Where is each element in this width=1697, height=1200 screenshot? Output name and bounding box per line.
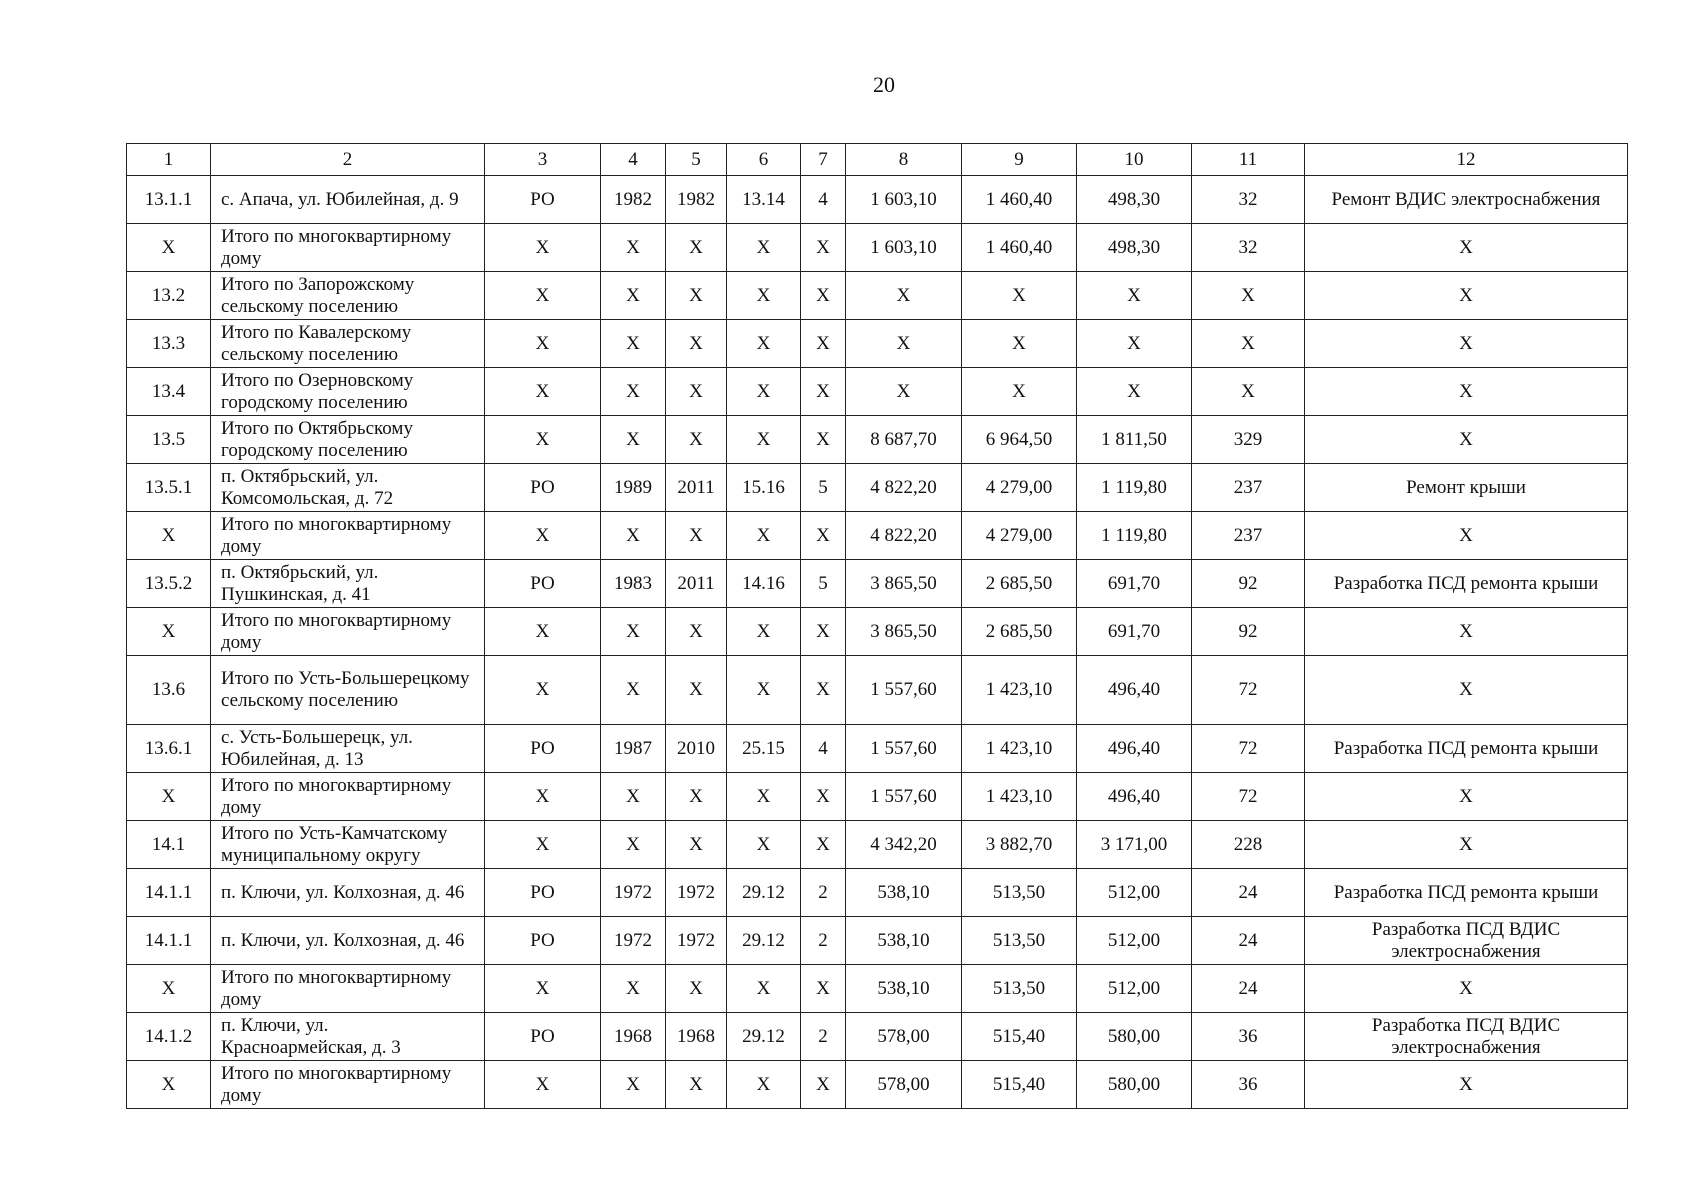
floors-cell: Х [801, 656, 846, 725]
residents-cell: 92 [1192, 608, 1305, 656]
build-year-cell: 1982 [601, 176, 666, 224]
address-cell: Итого по Усть-Камчатскому муниципальному округу [211, 821, 485, 869]
table-row [127, 416, 1628, 464]
row-number: 13.6 [127, 656, 211, 725]
owner-method-cell: Х [485, 821, 601, 869]
owner-method-cell: РО [485, 464, 601, 512]
total-area-cell: 1 557,60 [846, 773, 962, 821]
residents-cell: 32 [1192, 224, 1305, 272]
code-cell: 29.12 [727, 869, 801, 917]
row-number: 13.4 [127, 368, 211, 416]
cost-cell: 496,40 [1077, 725, 1192, 773]
residents-cell: Х [1192, 368, 1305, 416]
address-cell: Итого по Запорожскому сельскому поселению [211, 272, 485, 320]
build-year-cell: 1989 [601, 464, 666, 512]
floors-cell: Х [801, 821, 846, 869]
column-header: 11 [1192, 144, 1305, 176]
build-year-cell: 1983 [601, 560, 666, 608]
total-area-cell: 3 865,50 [846, 560, 962, 608]
column-header: 5 [666, 144, 727, 176]
cost-cell: 580,00 [1077, 1061, 1192, 1109]
cost-cell: 580,00 [1077, 1013, 1192, 1061]
table-row [127, 224, 1628, 272]
build-year-cell: Х [601, 821, 666, 869]
owner-method-cell: Х [485, 320, 601, 368]
living-area-cell: 2 685,50 [962, 608, 1077, 656]
total-area-cell: 1 603,10 [846, 224, 962, 272]
cost-cell: 1 119,80 [1077, 464, 1192, 512]
total-area-cell: 8 687,70 [846, 416, 962, 464]
residents-cell: 24 [1192, 869, 1305, 917]
owner-method-cell: РО [485, 869, 601, 917]
address-cell: Итого по многоквартирному дому [211, 224, 485, 272]
address-cell: п. Ключи, ул. Красноармейская, д. 3 [211, 1013, 485, 1061]
floors-cell: 5 [801, 560, 846, 608]
work-type-cell: Разработка ПСД ремонта крыши [1305, 869, 1628, 917]
floors-cell: Х [801, 272, 846, 320]
build-year-cell: Х [601, 608, 666, 656]
total-area-cell: 4 342,20 [846, 821, 962, 869]
owner-method-cell: РО [485, 725, 601, 773]
owner-method-cell: Х [485, 608, 601, 656]
code-cell: Х [727, 1061, 801, 1109]
column-header: 12 [1305, 144, 1628, 176]
row-number: 14.1 [127, 821, 211, 869]
table-row [127, 464, 1628, 512]
total-area-cell: 1 603,10 [846, 176, 962, 224]
residents-cell: 36 [1192, 1061, 1305, 1109]
work-type-cell: Х [1305, 512, 1628, 560]
build-year-cell: Х [601, 224, 666, 272]
residents-cell: 72 [1192, 725, 1305, 773]
floors-cell: 4 [801, 725, 846, 773]
total-area-cell: 4 822,20 [846, 464, 962, 512]
residents-cell: 36 [1192, 1013, 1305, 1061]
row-number: 13.1.1 [127, 176, 211, 224]
table-row [127, 512, 1628, 560]
row-number: Х [127, 1061, 211, 1109]
cost-cell: 496,40 [1077, 656, 1192, 725]
owner-method-cell: Х [485, 224, 601, 272]
total-area-cell: 3 865,50 [846, 608, 962, 656]
floors-cell: 2 [801, 917, 846, 965]
cost-cell: 498,30 [1077, 176, 1192, 224]
work-type-cell: Х [1305, 320, 1628, 368]
column-header: 6 [727, 144, 801, 176]
total-area-cell: 1 557,60 [846, 656, 962, 725]
total-area-cell: 1 557,60 [846, 725, 962, 773]
build-year-cell: Х [601, 368, 666, 416]
code-cell: Х [727, 224, 801, 272]
table-row [127, 272, 1628, 320]
residents-cell: Х [1192, 272, 1305, 320]
floors-cell: Х [801, 608, 846, 656]
address-cell: Итого по Кавалерскому сельскому поселению [211, 320, 485, 368]
residents-cell: 228 [1192, 821, 1305, 869]
commission-year-cell: Х [666, 416, 727, 464]
floors-cell: 2 [801, 869, 846, 917]
table-row [127, 965, 1628, 1013]
build-year-cell: Х [601, 656, 666, 725]
owner-method-cell: Х [485, 512, 601, 560]
address-cell: п. Октябрьский, ул. Пушкинская, д. 41 [211, 560, 485, 608]
floors-cell: Х [801, 224, 846, 272]
code-cell: Х [727, 608, 801, 656]
commission-year-cell: 2011 [666, 560, 727, 608]
total-area-cell: 4 822,20 [846, 512, 962, 560]
table-row [127, 869, 1628, 917]
cost-cell: 512,00 [1077, 869, 1192, 917]
cost-cell: 3 171,00 [1077, 821, 1192, 869]
cost-cell: 512,00 [1077, 917, 1192, 965]
cost-cell: 498,30 [1077, 224, 1192, 272]
commission-year-cell: Х [666, 608, 727, 656]
build-year-cell: Х [601, 1061, 666, 1109]
total-area-cell: 538,10 [846, 965, 962, 1013]
column-header: 10 [1077, 144, 1192, 176]
column-header: 2 [211, 144, 485, 176]
owner-method-cell: Х [485, 416, 601, 464]
owner-method-cell: РО [485, 1013, 601, 1061]
work-type-cell: Разработка ПСД ремонта крыши [1305, 560, 1628, 608]
commission-year-cell: Х [666, 773, 727, 821]
code-cell: Х [727, 965, 801, 1013]
housing-repair-table [126, 143, 1628, 1109]
living-area-cell: 1 460,40 [962, 224, 1077, 272]
total-area-cell: Х [846, 320, 962, 368]
owner-method-cell: Х [485, 272, 601, 320]
total-area-cell: 578,00 [846, 1013, 962, 1061]
table-row [127, 656, 1628, 725]
column-header: 8 [846, 144, 962, 176]
commission-year-cell: Х [666, 821, 727, 869]
work-type-cell: Х [1305, 416, 1628, 464]
cost-cell: 1 811,50 [1077, 416, 1192, 464]
table-row [127, 1013, 1628, 1061]
address-cell: Итого по многоквартирному дому [211, 773, 485, 821]
build-year-cell: 1987 [601, 725, 666, 773]
floors-cell: Х [801, 416, 846, 464]
living-area-cell: 2 685,50 [962, 560, 1077, 608]
code-cell: Х [727, 512, 801, 560]
owner-method-cell: Х [485, 773, 601, 821]
floors-cell: Х [801, 1061, 846, 1109]
floors-cell: Х [801, 512, 846, 560]
floors-cell: Х [801, 368, 846, 416]
residents-cell: 24 [1192, 965, 1305, 1013]
owner-method-cell: РО [485, 176, 601, 224]
living-area-cell: Х [962, 272, 1077, 320]
floors-cell: 5 [801, 464, 846, 512]
page-number: 20 [873, 72, 895, 97]
table-row [127, 368, 1628, 416]
code-cell: 29.12 [727, 1013, 801, 1061]
address-cell: Итого по многоквартирному дому [211, 1061, 485, 1109]
commission-year-cell: 2011 [666, 464, 727, 512]
living-area-cell: 4 279,00 [962, 464, 1077, 512]
column-header: 9 [962, 144, 1077, 176]
column-header: 7 [801, 144, 846, 176]
commission-year-cell: 2010 [666, 725, 727, 773]
living-area-cell: 513,50 [962, 917, 1077, 965]
owner-method-cell: Х [485, 965, 601, 1013]
work-type-cell: Х [1305, 1061, 1628, 1109]
build-year-cell: 1968 [601, 1013, 666, 1061]
code-cell: Х [727, 368, 801, 416]
code-cell: Х [727, 656, 801, 725]
living-area-cell: 1 423,10 [962, 656, 1077, 725]
work-type-cell: Х [1305, 821, 1628, 869]
work-type-cell: Разработка ПСД ВДИС электроснабжения [1305, 1013, 1628, 1061]
living-area-cell: 513,50 [962, 965, 1077, 1013]
owner-method-cell: Х [485, 656, 601, 725]
floors-cell: Х [801, 965, 846, 1013]
living-area-cell: 515,40 [962, 1013, 1077, 1061]
cost-cell: Х [1077, 320, 1192, 368]
address-cell: п. Ключи, ул. Колхозная, д. 46 [211, 869, 485, 917]
floors-cell: 4 [801, 176, 846, 224]
work-type-cell: Ремонт ВДИС электроснабжения [1305, 176, 1628, 224]
address-cell: Итого по Октябрьскому городскому поселению [211, 416, 485, 464]
cost-cell: 512,00 [1077, 965, 1192, 1013]
residents-cell: 72 [1192, 773, 1305, 821]
work-type-cell: Х [1305, 965, 1628, 1013]
build-year-cell: Х [601, 320, 666, 368]
living-area-cell: 4 279,00 [962, 512, 1077, 560]
table-row [127, 725, 1628, 773]
owner-method-cell: Х [485, 368, 601, 416]
living-area-cell: 515,40 [962, 1061, 1077, 1109]
table-row [127, 320, 1628, 368]
address-cell: Итого по многоквартирному дому [211, 965, 485, 1013]
code-cell: Х [727, 821, 801, 869]
living-area-cell: 3 882,70 [962, 821, 1077, 869]
build-year-cell: 1972 [601, 869, 666, 917]
table-row [127, 917, 1628, 965]
row-number: 13.6.1 [127, 725, 211, 773]
residents-cell: 237 [1192, 464, 1305, 512]
table-row [127, 1061, 1628, 1109]
address-cell: Итого по Усть-Большерецкому сельскому поселению [211, 656, 485, 725]
commission-year-cell: Х [666, 656, 727, 725]
commission-year-cell: Х [666, 1061, 727, 1109]
table-row [127, 608, 1628, 656]
commission-year-cell: 1972 [666, 869, 727, 917]
cost-cell: 691,70 [1077, 608, 1192, 656]
work-type-cell: Х [1305, 656, 1628, 725]
row-number: Х [127, 965, 211, 1013]
code-cell: Х [727, 272, 801, 320]
living-area-cell: 6 964,50 [962, 416, 1077, 464]
cost-cell: 496,40 [1077, 773, 1192, 821]
build-year-cell: Х [601, 965, 666, 1013]
code-cell: 14.16 [727, 560, 801, 608]
total-area-cell: Х [846, 368, 962, 416]
address-cell: с. Апача, ул. Юбилейная, д. 9 [211, 176, 485, 224]
owner-method-cell: РО [485, 560, 601, 608]
row-number: Х [127, 773, 211, 821]
row-number: 14.1.1 [127, 917, 211, 965]
total-area-cell: 578,00 [846, 1061, 962, 1109]
cost-cell: 1 119,80 [1077, 512, 1192, 560]
code-cell: Х [727, 416, 801, 464]
cost-cell: 691,70 [1077, 560, 1192, 608]
table-row [127, 176, 1628, 224]
work-type-cell: Х [1305, 773, 1628, 821]
row-number: Х [127, 512, 211, 560]
cost-cell: Х [1077, 272, 1192, 320]
build-year-cell: Х [601, 272, 666, 320]
owner-method-cell: Х [485, 1061, 601, 1109]
row-number: 13.5 [127, 416, 211, 464]
owner-method-cell: РО [485, 917, 601, 965]
work-type-cell: Ремонт крыши [1305, 464, 1628, 512]
row-number: Х [127, 608, 211, 656]
row-number: 14.1.1 [127, 869, 211, 917]
living-area-cell: Х [962, 320, 1077, 368]
build-year-cell: Х [601, 416, 666, 464]
cost-cell: Х [1077, 368, 1192, 416]
commission-year-cell: Х [666, 320, 727, 368]
row-number: Х [127, 224, 211, 272]
code-cell: 15.16 [727, 464, 801, 512]
floors-cell: 2 [801, 1013, 846, 1061]
commission-year-cell: Х [666, 512, 727, 560]
address-cell: Итого по многоквартирному дому [211, 512, 485, 560]
address-cell: Итого по Озерновскому городскому поселению [211, 368, 485, 416]
total-area-cell: 538,10 [846, 917, 962, 965]
work-type-cell: Х [1305, 368, 1628, 416]
commission-year-cell: Х [666, 965, 727, 1013]
column-header: 4 [601, 144, 666, 176]
residents-cell: 329 [1192, 416, 1305, 464]
table-row [127, 821, 1628, 869]
commission-year-cell: Х [666, 224, 727, 272]
commission-year-cell: Х [666, 272, 727, 320]
work-type-cell: Разработка ПСД ВДИС электроснабжения [1305, 917, 1628, 965]
living-area-cell: Х [962, 368, 1077, 416]
table-row [127, 773, 1628, 821]
column-header: 3 [485, 144, 601, 176]
row-number: 13.3 [127, 320, 211, 368]
row-number: 14.1.2 [127, 1013, 211, 1061]
work-type-cell: Х [1305, 272, 1628, 320]
work-type-cell: Х [1305, 608, 1628, 656]
residents-cell: 237 [1192, 512, 1305, 560]
living-area-cell: 513,50 [962, 869, 1077, 917]
code-cell: Х [727, 773, 801, 821]
address-cell: с. Усть-Большерецк, ул. Юбилейная, д. 13 [211, 725, 485, 773]
address-cell: Итого по многоквартирному дому [211, 608, 485, 656]
commission-year-cell: 1982 [666, 176, 727, 224]
residents-cell: 24 [1192, 917, 1305, 965]
total-area-cell: Х [846, 272, 962, 320]
address-cell: п. Ключи, ул. Колхозная, д. 46 [211, 917, 485, 965]
table-row [127, 560, 1628, 608]
commission-year-cell: 1972 [666, 917, 727, 965]
build-year-cell: Х [601, 773, 666, 821]
commission-year-cell: Х [666, 368, 727, 416]
floors-cell: Х [801, 773, 846, 821]
code-cell: Х [727, 320, 801, 368]
residents-cell: Х [1192, 320, 1305, 368]
floors-cell: Х [801, 320, 846, 368]
commission-year-cell: 1968 [666, 1013, 727, 1061]
work-type-cell: Х [1305, 224, 1628, 272]
residents-cell: 92 [1192, 560, 1305, 608]
build-year-cell: 1972 [601, 917, 666, 965]
living-area-cell: 1 460,40 [962, 176, 1077, 224]
living-area-cell: 1 423,10 [962, 725, 1077, 773]
row-number: 13.5.2 [127, 560, 211, 608]
work-type-cell: Разработка ПСД ремонта крыши [1305, 725, 1628, 773]
table-header-row [127, 144, 1628, 176]
address-cell: п. Октябрьский, ул. Комсомольская, д. 72 [211, 464, 485, 512]
build-year-cell: Х [601, 512, 666, 560]
total-area-cell: 538,10 [846, 869, 962, 917]
living-area-cell: 1 423,10 [962, 773, 1077, 821]
column-header: 1 [127, 144, 211, 176]
code-cell: 29.12 [727, 917, 801, 965]
row-number: 13.2 [127, 272, 211, 320]
row-number: 13.5.1 [127, 464, 211, 512]
residents-cell: 72 [1192, 656, 1305, 725]
code-cell: 13.14 [727, 176, 801, 224]
residents-cell: 32 [1192, 176, 1305, 224]
code-cell: 25.15 [727, 725, 801, 773]
